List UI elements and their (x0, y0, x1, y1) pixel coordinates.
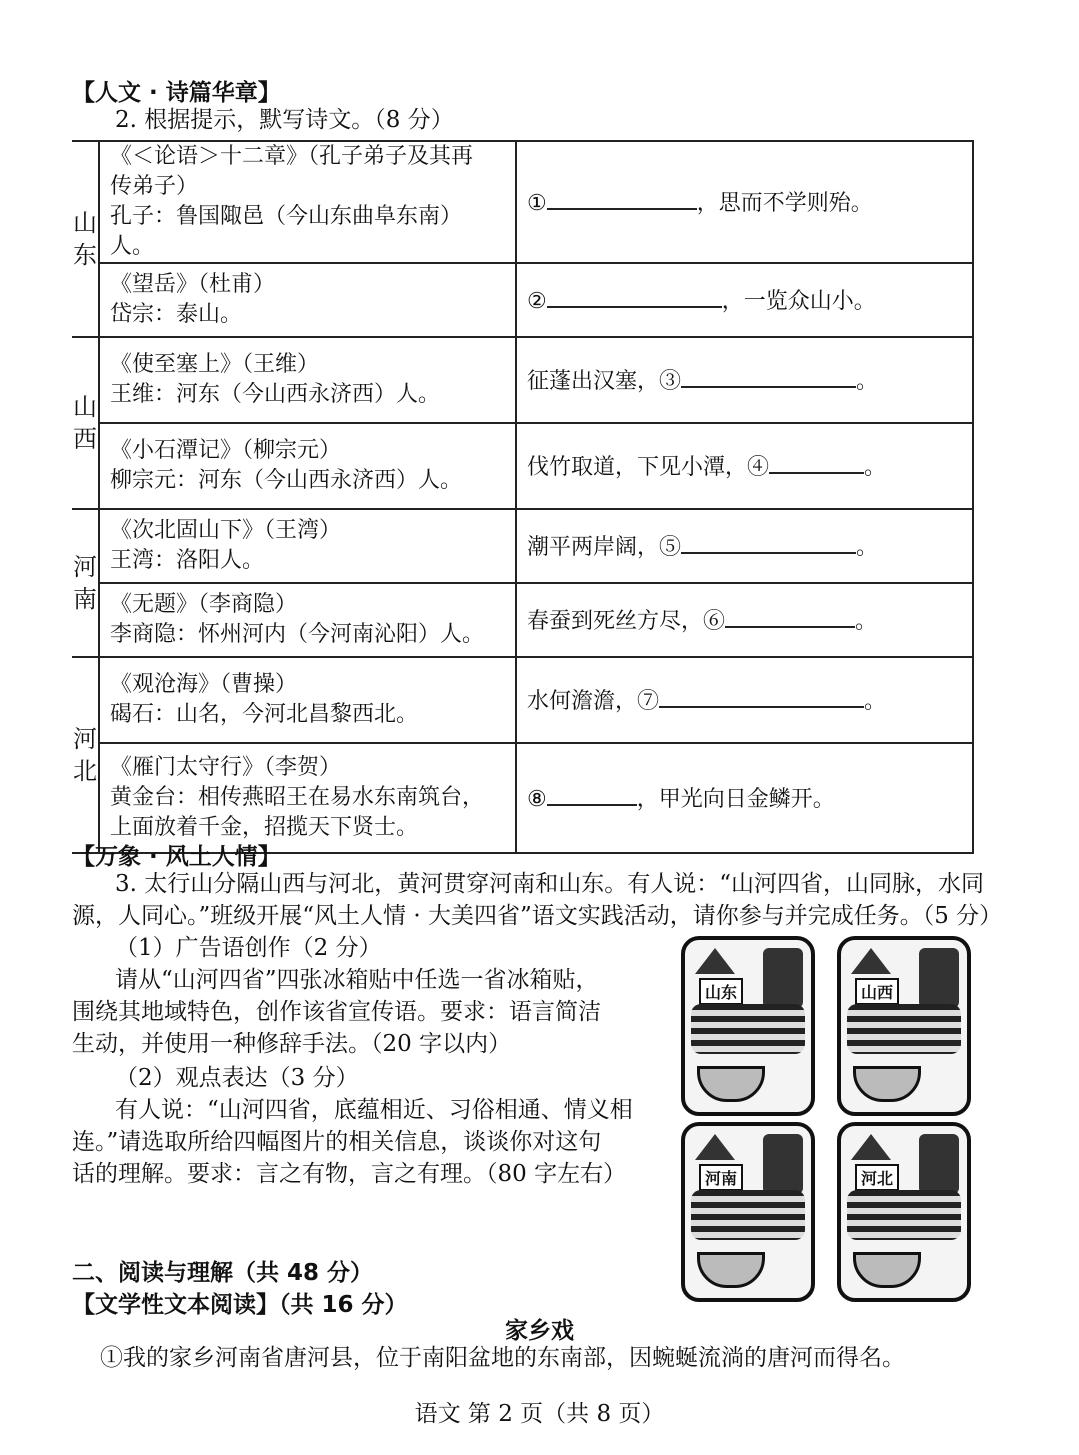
fill-in-blank[interactable] (769, 450, 864, 474)
answer-cell (516, 657, 973, 743)
poem-info-cell (99, 141, 516, 263)
poem-info-line: 《＜论语＞十二章》（孔子弟子及其再 (110, 144, 474, 169)
fill-in-blank[interactable] (659, 684, 864, 708)
answer-suffix: 。 (864, 454, 887, 480)
answer-prefix: ⑧ (527, 786, 547, 812)
answer-cell (516, 141, 973, 263)
poem-info-cell (99, 263, 516, 337)
province-cell (72, 141, 99, 337)
poem-info-line: 《观沧海》（曹操） (110, 672, 298, 697)
province-cell (72, 509, 99, 657)
poem-info-cell (99, 509, 516, 583)
poem-table (72, 140, 974, 854)
section-title-poems: 【人文 · 诗篇华章】 (72, 80, 281, 106)
fill-in-blank[interactable] (681, 364, 856, 388)
question-3-line1: 3. 太行山分隔山西与河北，黄河贯穿河南和山东。有人说：“山河四省，山同脉，水同 (115, 871, 985, 897)
answer-cell (516, 263, 973, 337)
province-cell (72, 657, 99, 853)
portrait-icon (763, 1134, 803, 1194)
answer-suffix: ，思而不学则殆。 (696, 190, 873, 216)
answer-cell (516, 337, 973, 423)
poem-info-line: 《雁门太守行》（李贺） (110, 755, 342, 780)
portrait-icon (919, 948, 959, 1008)
portrait-icon (763, 948, 803, 1008)
subtask-2-line: 连。”请选取所给四幅图片的相关信息，谈谈你对这句 (72, 1129, 602, 1155)
province-char: 东 (73, 241, 97, 269)
poem-info-line: 孔子：鲁国陬邑（今山东曲阜东南）人。 (110, 204, 463, 259)
answer-suffix: 。 (856, 534, 879, 560)
poem-info-line: 《小石潭记》（柳宗元） (110, 438, 342, 463)
sticker-label: 山东 (699, 978, 743, 1005)
subtask-2-title: （2）观点表达（3 分） (115, 1065, 359, 1091)
poem-row (72, 337, 973, 423)
fridge-magnet-images (681, 936, 965, 1298)
subtask-2-line: 有人说：“山河四省，底蕴相近、习俗相通、情义相 (115, 1097, 633, 1123)
answer-prefix: 潮平两岸阔，⑤ (527, 534, 682, 560)
sticker-henan (681, 1122, 815, 1302)
answer-cell (516, 509, 973, 583)
answer-cell (516, 583, 973, 657)
poem-info-line: 《使至塞上》（王维） (110, 352, 320, 377)
subtask-1-line: 围绕其地域特色，创作该省宣传语。要求：语言简洁 (72, 999, 601, 1025)
poem-row (72, 263, 973, 337)
province-char: 南 (73, 585, 97, 613)
province-char: 山 (73, 209, 97, 237)
sticker-hebei (837, 1122, 971, 1302)
question-3-line2: 源，人同心。”班级开展“风土人情 · 大美四省”语文实践活动，请你参与并完成任务。（5 分） (72, 903, 1003, 929)
food-icon (853, 1252, 921, 1288)
article-paragraph-1: ①我的家乡河南省唐河县，位于南阳盆地的东南部，因蜿蜒流淌的唐河而得名。 (100, 1345, 905, 1371)
literary-reading-title: 【文学性文本阅读】（共 16 分） (72, 1292, 408, 1318)
poem-info-line: 上面放着千金，招揽天下贤士。 (110, 815, 419, 840)
page-footer: 语文 第 2 页（共 8 页） (414, 1401, 665, 1427)
poem-info-line: 岱宗：泰山。 (110, 302, 243, 327)
poem-row (72, 423, 973, 509)
mountain-icon (695, 1134, 735, 1160)
answer-suffix: ，一览众山小。 (721, 288, 876, 314)
poem-info-line: 《无题》（李商隐） (110, 592, 298, 617)
fill-in-blank[interactable] (547, 284, 722, 308)
sticker-shanxi (837, 936, 971, 1116)
poem-info-cell (99, 743, 516, 853)
fill-in-blank[interactable] (725, 604, 855, 628)
sticker-shandong (681, 936, 815, 1116)
answer-prefix: 征蓬出汉塞，③ (527, 368, 682, 394)
sticker-label: 河南 (699, 1164, 743, 1191)
fill-in-blank[interactable] (547, 782, 637, 806)
part-2-title: 二、阅读与理解（共 48 分） (72, 1260, 374, 1286)
poem-row (72, 509, 973, 583)
poem-info-line: 碣石：山名，今河北昌黎西北。 (110, 702, 419, 727)
poem-info-line: 传弟子） (110, 174, 199, 199)
poem-info-line: 《次北固山下》（王湾） (110, 518, 342, 543)
poem-row (72, 141, 973, 263)
poem-info-line: 王维：河东（今山西永济西）人。 (110, 382, 441, 407)
poem-info-line: 柳宗元：河东（今山西永济西）人。 (110, 468, 463, 493)
food-icon (697, 1252, 765, 1288)
province-char: 北 (73, 757, 97, 785)
subtask-2-line: 话的理解。要求：言之有物，言之有理。（80 字左右） (72, 1161, 627, 1187)
bridge-icon (847, 1190, 961, 1240)
province-char: 山 (73, 393, 97, 421)
province-cell (72, 337, 99, 509)
answer-suffix: 。 (855, 608, 878, 634)
food-icon (697, 1066, 765, 1102)
answer-prefix: 水何澹澹，⑦ (527, 688, 660, 714)
portrait-icon (919, 1134, 959, 1194)
answer-prefix: 春蚕到死丝方尽，⑥ (527, 608, 726, 634)
poem-info-line: 《望岳》（杜甫） (110, 272, 276, 297)
question-2: 2. 根据提示，默写诗文。（8 分） (115, 107, 454, 133)
answer-cell (516, 423, 973, 509)
river-icon (691, 1190, 805, 1240)
poem-info-line: 王湾：洛阳人。 (110, 548, 265, 573)
sticker-label: 山西 (855, 978, 899, 1005)
poem-info-cell (99, 583, 516, 657)
river-icon (691, 1004, 805, 1054)
fill-in-blank[interactable] (681, 530, 856, 554)
mountain-icon (851, 1134, 891, 1160)
subtask-1-line: 生动，并使用一种修辞手法。（20 字以内） (72, 1031, 512, 1057)
answer-suffix: ，甲光向日金鳞开。 (636, 786, 835, 812)
mountain-icon (851, 948, 891, 974)
answer-prefix: ① (527, 190, 547, 216)
subtask-1-title: （1）广告语创作（2 分） (115, 935, 382, 961)
poem-row (72, 583, 973, 657)
article-title: 家乡戏 (505, 1318, 574, 1344)
answer-prefix: 伐竹取道，下见小潭，④ (527, 454, 770, 480)
river-icon (847, 1004, 961, 1054)
poem-info-cell (99, 423, 516, 509)
answer-suffix: 。 (856, 368, 879, 394)
poem-info-line: 黄金台：相传燕昭王在易水东南筑台， (110, 785, 485, 810)
province-char: 河 (73, 553, 97, 581)
province-char: 西 (73, 425, 97, 453)
poem-row (72, 743, 973, 853)
poem-row (72, 657, 973, 743)
sticker-label: 河北 (855, 1164, 899, 1191)
answer-prefix: ② (527, 288, 547, 314)
poem-info-cell (99, 657, 516, 743)
poem-info-cell (99, 337, 516, 423)
subtask-1-line: 请从“山河四省”四张冰箱贴中任选一省冰箱贴， (115, 967, 599, 993)
poem-info-line: 李商隐：怀州河内（今河南沁阳）人。 (110, 622, 485, 647)
province-char: 河 (73, 725, 97, 753)
answer-suffix: 。 (864, 688, 887, 714)
fill-in-blank[interactable] (547, 186, 697, 210)
food-icon (853, 1066, 921, 1102)
mountain-icon (695, 948, 735, 974)
answer-cell (516, 743, 973, 853)
section-title-customs: 【万象 · 风土人情】 (72, 844, 281, 870)
